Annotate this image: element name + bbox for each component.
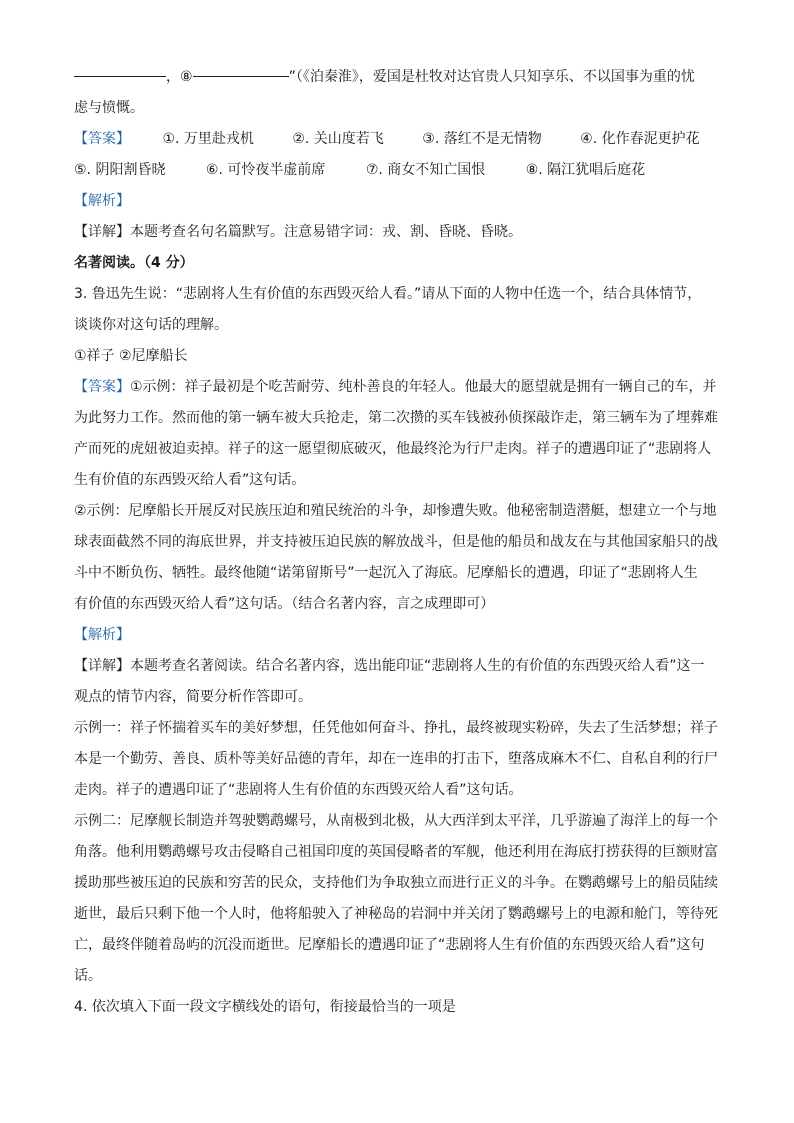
q3-answer-line-1 xyxy=(74,372,722,403)
q2-detail: 【详解】本题考查名句名篇默写。注意易错字词：戎、割、昏晓、昏晓。 xyxy=(74,224,522,240)
q3-example-2-line-6: 话。 xyxy=(74,968,102,984)
answer-item-2: ②. 关山度若飞 xyxy=(292,131,384,147)
q3-example-2-line-3: 援助那些被压迫的民族和穷苦的民众，支持他们为争取独立而进行正义的斗争。在鹦鹉螺号上的船员陆续 xyxy=(74,875,718,891)
q2-continuation-comma: ，⑧ xyxy=(166,69,193,85)
q3-options: ①祥子 ②尼摩船长 xyxy=(74,348,188,364)
q3-example-2-line-5: 亡，最终伴随着岛屿的沉没而逝世。尼摩船长的遭遇印证了“悲剧将人生有价值的东西毁灭给人看”这句 xyxy=(74,937,705,953)
q2-answer-row-2 xyxy=(74,155,722,186)
q3-answer-line-8: 有价值的东西毁灭给人看”这句话。（结合名著内容，言之成理即可） xyxy=(74,596,495,612)
document-content xyxy=(74,62,722,1023)
answer-blank-7 xyxy=(74,75,166,77)
q2-continuation-line-1 xyxy=(74,62,722,93)
q3-example-2-line-4: 逝世，最后只剩下他一个人时，他将船驶入了神秘岛的岩洞中并关闭了鹦鹉螺号上的电源和舱门，等待死 xyxy=(74,906,718,922)
answer-item-1: ①. 万里赴戎机 xyxy=(162,131,254,147)
q2-continuation-text: ”（《泊秦淮》，爱国是杜牧对达官贵人只知享乐、不以国事为重的忧 xyxy=(288,69,695,85)
q3-answer-line-5: ②示例：尼摩船长开展反对民族压迫和殖民统治的斗争，却惨遭失败。他秘密制造潜艇，想建立一个与地 xyxy=(74,503,717,519)
q3-stem-line-1: 3. 鲁迅先生说：“悲剧将人生有价值的东西毁灭给人看。”请从下面的人物中任选一个，结合具体情节， xyxy=(74,286,702,302)
q3-detail-line-1: 【详解】本题考查名著阅读。结合名著内容，选出能印证“悲剧将人生的有价值的东西毁灭给人看”这一 xyxy=(74,658,705,674)
q3-analysis-tag: 【解析】 xyxy=(74,627,130,643)
q3-example-2-line-1: 示例二：尼摩舰长制造并驾驶鹦鹉螺号，从南极到北极，从大西洋到太平洋，几乎游遍了海洋上的每一个 xyxy=(74,813,718,829)
answer-item-8: ⑧. 隔江犹唱后庭花 xyxy=(525,162,646,178)
answer-tag: 【答案】 xyxy=(74,379,130,395)
q2-continuation-line-2: 虑与愤慨。 xyxy=(74,100,144,116)
answer-blank-8 xyxy=(193,75,289,77)
q2-answer-row-1 xyxy=(74,124,722,155)
q3-answer-line-4: 生有价值的东西毁灭给人看”这句话。 xyxy=(74,472,306,488)
answer-item-5: ⑤. 阴阳割昏晓 xyxy=(74,162,166,178)
q3-answer-line-2: 为此努力工作。然而他的第一辆车被大兵抢走，第二次攒的买车钱被孙侦探敲诈走，第三辆车为了埋葬难 xyxy=(74,410,718,426)
answer-item-7: ⑦. 商女不知亡国恨 xyxy=(365,162,486,178)
q3-answer-line-7: 斗中不断负伤、牺牲。最终他随“诺第留斯号”一起沉入了海底。尼摩船长的遭遇，印证了“悲剧将人生 xyxy=(74,565,698,581)
q3-example-1-line-3: 走肉。祥子的遭遇印证了“悲剧将人生有价值的东西毁灭给人看”这句话。 xyxy=(74,782,523,798)
q3-answer-line-6: 球表面截然不同的海底世界，并支持被压迫民族的解放战斗，但是他的船员和战友在与其他国家船只的战 xyxy=(74,534,718,550)
section-title: 名著阅读。（4 分） xyxy=(74,255,194,271)
q3-stem-line-2: 谈谈你对这句话的理解。 xyxy=(74,317,228,333)
q3-example-1-line-2: 本是一个勤劳、善良、质朴等美好品德的青年，却在一连串的打击下，堕落成麻木不仁、自私自利的行尸 xyxy=(74,751,718,767)
q2-analysis-tag: 【解析】 xyxy=(74,193,130,209)
answer-item-4: ④. 化作春泥更护花 xyxy=(580,131,700,147)
q4-stem: 4. 依次填入下面一段文字横线处的语句，衔接最恰当的一项是 xyxy=(74,999,456,1015)
q3-answer-text: ①示例：祥子最初是个吃苦耐劳、纯朴善良的年轻人。他最大的愿望就是拥有一辆自己的车，并 xyxy=(130,379,717,395)
q3-example-1-line-1: 示例一：祥子怀揣着买车的美好梦想，任凭他如何奋斗、挣扎，最终被现实粉碎，失去了生活梦想；祥子 xyxy=(74,720,718,736)
q3-example-2-line-2: 角落。他利用鹦鹉螺号攻击侵略自己祖国印度的英国侵略者的军舰，他还利用在海底打捞获得的巨额财富 xyxy=(74,844,718,860)
answer-item-3: ③. 落红不是无情物 xyxy=(422,131,542,147)
answer-tag: 【答案】 xyxy=(74,131,130,147)
q3-answer-line-3: 产而死的虎妞被迫卖掉。祥子的这一愿望彻底破灭，他最终沦为行尸走肉。祥子的遭遇印证了“悲剧将人 xyxy=(74,441,712,457)
q3-detail-line-2: 观点的情节内容，简要分析作答即可。 xyxy=(74,689,312,705)
answer-item-6: ⑥. 可怜夜半虚前席 xyxy=(205,162,326,178)
